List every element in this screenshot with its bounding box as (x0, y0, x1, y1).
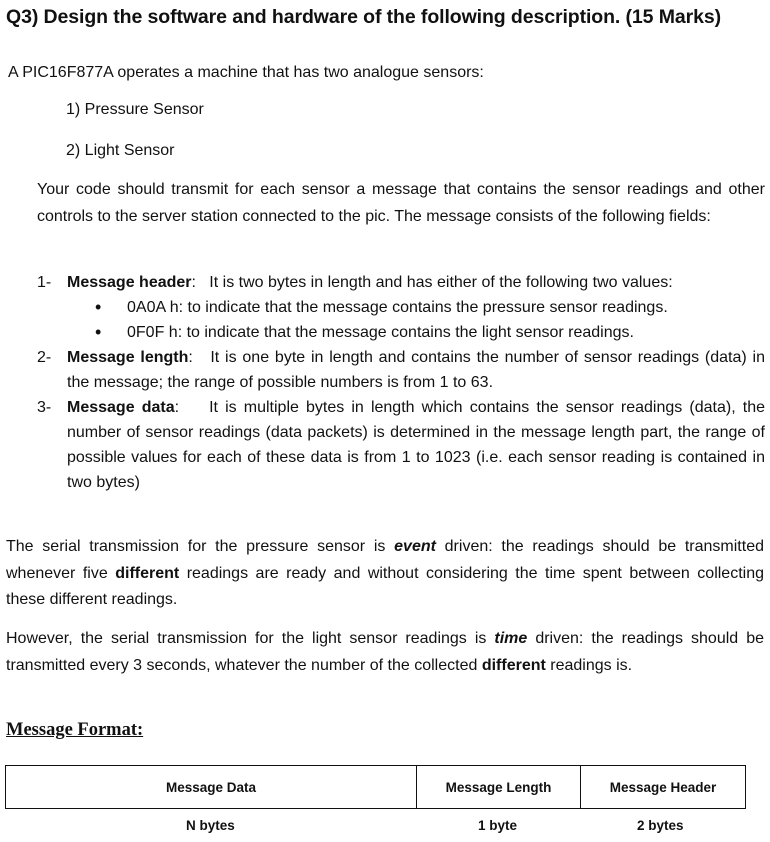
field-number: 2- (37, 349, 52, 366)
text-run: The serial transmission for the pressure sensor is (6, 538, 395, 555)
format-cell-data: Message Data (6, 766, 417, 808)
text-run: However, the serial transmission for the light sensor readings is (6, 630, 495, 647)
fields-list (37, 270, 765, 495)
emphasis-different: different (481, 656, 546, 674)
format-cell-length: Message Length (417, 766, 581, 808)
size-label-data: N bytes (186, 818, 235, 833)
emphasis-event: event (394, 538, 436, 555)
text-run: readings is. (545, 656, 633, 674)
size-label-length: 1 byte (478, 818, 518, 833)
field-name: Message length (67, 349, 189, 366)
field-message-data: 3- Message data: It is multiple bytes in length which contains the sensor readings (data), the number of sensor readings (data packets) is determined in the message length part, the range of possible values for each of these data is from 1 to 1023 (i.e. each sensor reading is contained in two bytes) (37, 395, 765, 495)
field-message-header: 1- Message header: It is two bytes in length and has either of the following two values: • 0A0A h: to indicate that the message contains the pressure sensor readings. • 0F0F h: to indicate that the message contains the light sensor readings. (37, 270, 765, 345)
field-description: It is two bytes in length and has either of the following two values: (209, 274, 673, 291)
field-number: 1- (37, 274, 52, 291)
field-description: It is multiple bytes in length which contains the sensor readings (data), the number of sensor readings (data packets) is determined in the message length part, the range of possible values for each of these data is from 1 to 1023 (i.e. each sensor reading is contained in two bytes) (67, 399, 766, 491)
sensor-item-light: 2) Light Sensor (66, 142, 175, 159)
field-name: Message data (67, 399, 175, 416)
format-cell-header: Message Header (609, 779, 717, 795)
emphasis-different: different (115, 564, 180, 582)
emphasis-time: time (494, 630, 528, 647)
intro-text: A PIC16F877A operates a machine that has two analogue sensors: (8, 64, 484, 81)
message-format-heading: Message Format: (6, 720, 144, 740)
sensor-item-pressure: 1) Pressure Sensor (66, 101, 204, 118)
field-number: 3- (37, 399, 52, 416)
text-run: readings are ready and without considering the time spent between collecting these different readings. (6, 564, 764, 608)
field-description: It is one byte in length and contains the number of sensor readings (data) in the message; the range of possible numbers is from 1 to 63. (67, 349, 765, 391)
list-item: • 0A0A h: to indicate that the message contains the pressure sensor readings. (67, 295, 765, 320)
text-run: driven: the readings should be transmitted every 3 seconds, whatever the number of the collected (6, 630, 765, 674)
text-run: driven: the readings should be transmitted whenever five (6, 538, 764, 582)
list-item: • 0F0F h: to indicate that the message contains the light sensor readings. (67, 320, 765, 345)
paragraph-pressure-transmission (6, 534, 764, 614)
message-format-table (5, 765, 746, 809)
field-message-length: 2- Message length: It is one byte in length and contains the number of sensor readings (data) in the message; the range of possible numbers is from 1 to 63. (37, 345, 765, 395)
paragraph-message-description: Your code should transmit for each sensor a message that contains the sensor readings and other controls to the server station connected to the pic. The message consists of the following fields: (37, 181, 765, 225)
size-label-header: 2 bytes (637, 818, 684, 833)
question-title: Q3) Design the software and hardware of the following description. (15 Marks) (6, 6, 722, 28)
header-values-list (67, 295, 765, 345)
field-name: Message header (67, 274, 192, 291)
paragraph-light-transmission (6, 626, 764, 679)
